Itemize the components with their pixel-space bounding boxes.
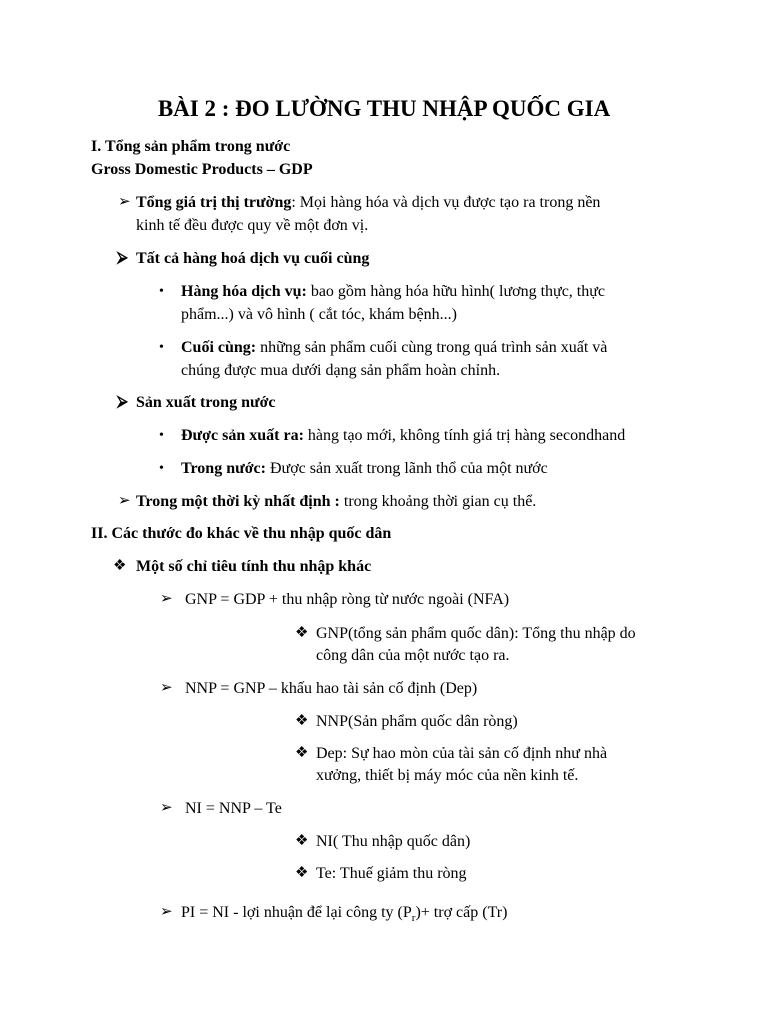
in-country-term: Trong nước:: [181, 460, 266, 477]
diamond-icon: ❖: [113, 558, 127, 574]
gnp-formula: GNP = GDP + thu nhập ròng từ nước ngoài (NFA): [185, 591, 510, 608]
gnp-definition-line2: công dân của một nước tạo ra.: [316, 647, 510, 664]
diamond-icon: ❖: [295, 745, 309, 761]
dep-definition-line2: xưởng, thiết bị máy móc của nền kinh tế.: [316, 767, 579, 784]
dot-bullet-icon: •: [159, 284, 164, 299]
diamond-icon: ❖: [295, 865, 309, 881]
final-item: [181, 336, 681, 359]
arrow-bullet-icon: ➢: [160, 800, 173, 816]
page-title: BÀI 2 : ĐO LƯỜNG THU NHẬP QUỐC GIA: [157, 96, 611, 121]
final-text: những sản phẩm cuối cùng trong quá trình sản xuất và: [256, 339, 608, 356]
total-value-term: Tổng giá trị thị trường: [136, 194, 292, 211]
final-term: Cuối cùng:: [181, 339, 257, 356]
section-2-heading: II. Các thước đo khác về thu nhập quốc dân: [91, 525, 392, 542]
indicators-heading: Một số chỉ tiêu tính thu nhập khác: [136, 558, 372, 575]
arrow-bullet-icon: ➢: [118, 194, 131, 210]
diamond-icon: ❖: [295, 833, 309, 849]
pi-formula-part1: PI = NI - lợi nhuận để lại công ty (P: [181, 904, 412, 921]
te-definition: Te: Thuế giảm thu ròng: [316, 865, 467, 882]
final-text-line2: chúng được mua dưới dạng sản phẩm hoàn chỉnh.: [181, 362, 501, 379]
dep-definition: Dep: Sự hao mòn của tài sản cố định như nhà: [316, 745, 608, 762]
nnp-definition: NNP(Sản phẩm quốc dân ròng): [316, 713, 518, 730]
arrow-bullet-icon: ➢: [160, 680, 173, 696]
goods-services-item: [181, 280, 681, 303]
arrow-bullet-icon: ➢: [160, 591, 173, 607]
dot-bullet-icon: •: [159, 461, 164, 476]
period-item: [136, 490, 696, 513]
produced-item: [181, 424, 701, 447]
dot-bullet-icon: •: [159, 428, 164, 443]
domestic-heading: Sản xuất trong nước: [136, 394, 276, 411]
goods-services-text: bao gồm hàng hóa hữu hình( lương thực, thực: [306, 283, 606, 300]
goods-services-text-line2: phẩm...) và vô hình ( cắt tóc, khám bệnh...): [181, 306, 457, 323]
arrow-bullet-icon: ➢: [118, 493, 131, 509]
dot-bullet-icon: •: [159, 340, 164, 355]
total-value-text: : Mọi hàng hóa và dịch vụ được tạo ra trong nền: [291, 194, 601, 211]
ni-formula: NI = NNP – Te: [185, 800, 282, 817]
pi-formula-subscript: r: [411, 912, 416, 925]
total-value-item: [136, 191, 676, 214]
section-1-subheading: Gross Domestic Products – GDP: [91, 161, 313, 178]
produced-text: hàng tạo mới, không tính giá trị hàng secondhand: [303, 427, 626, 444]
nnp-formula: NNP = GNP – khấu hao tài sản cố định (Dep): [185, 680, 478, 697]
ni-definition: NI( Thu nhập quốc dân): [316, 833, 471, 850]
diamond-icon: ❖: [295, 713, 309, 729]
pi-formula: [181, 901, 507, 924]
produced-term: Được sản xuất ra:: [181, 427, 304, 444]
in-country-item: [181, 457, 701, 480]
period-term: Trong một thời kỳ nhất định :: [136, 493, 340, 510]
gnp-definition: GNP(tổng sản phẩm quốc dân): Tổng thu nhập do: [316, 625, 636, 642]
goods-services-term: Hàng hóa dịch vụ:: [181, 283, 307, 300]
in-country-text: Được sản xuất trong lãnh thổ của một nước: [265, 460, 548, 477]
period-text: trong khoảng thời gian cụ thể.: [339, 493, 537, 510]
bold-arrow-icon: ⮚: [117, 250, 128, 266]
section-1-heading: I. Tổng sản phẩm trong nước: [91, 138, 291, 155]
total-value-text-line2: kinh tế đều được quy về một đơn vị.: [136, 217, 369, 234]
final-goods-heading: Tất cả hàng hoá dịch vụ cuối cùng: [136, 250, 370, 267]
arrow-bullet-icon: ➢: [160, 904, 173, 920]
pi-formula-part2: )+ trợ cấp (Tr): [415, 904, 508, 921]
diamond-icon: ❖: [295, 625, 309, 641]
bold-arrow-icon: ⮚: [117, 394, 128, 410]
